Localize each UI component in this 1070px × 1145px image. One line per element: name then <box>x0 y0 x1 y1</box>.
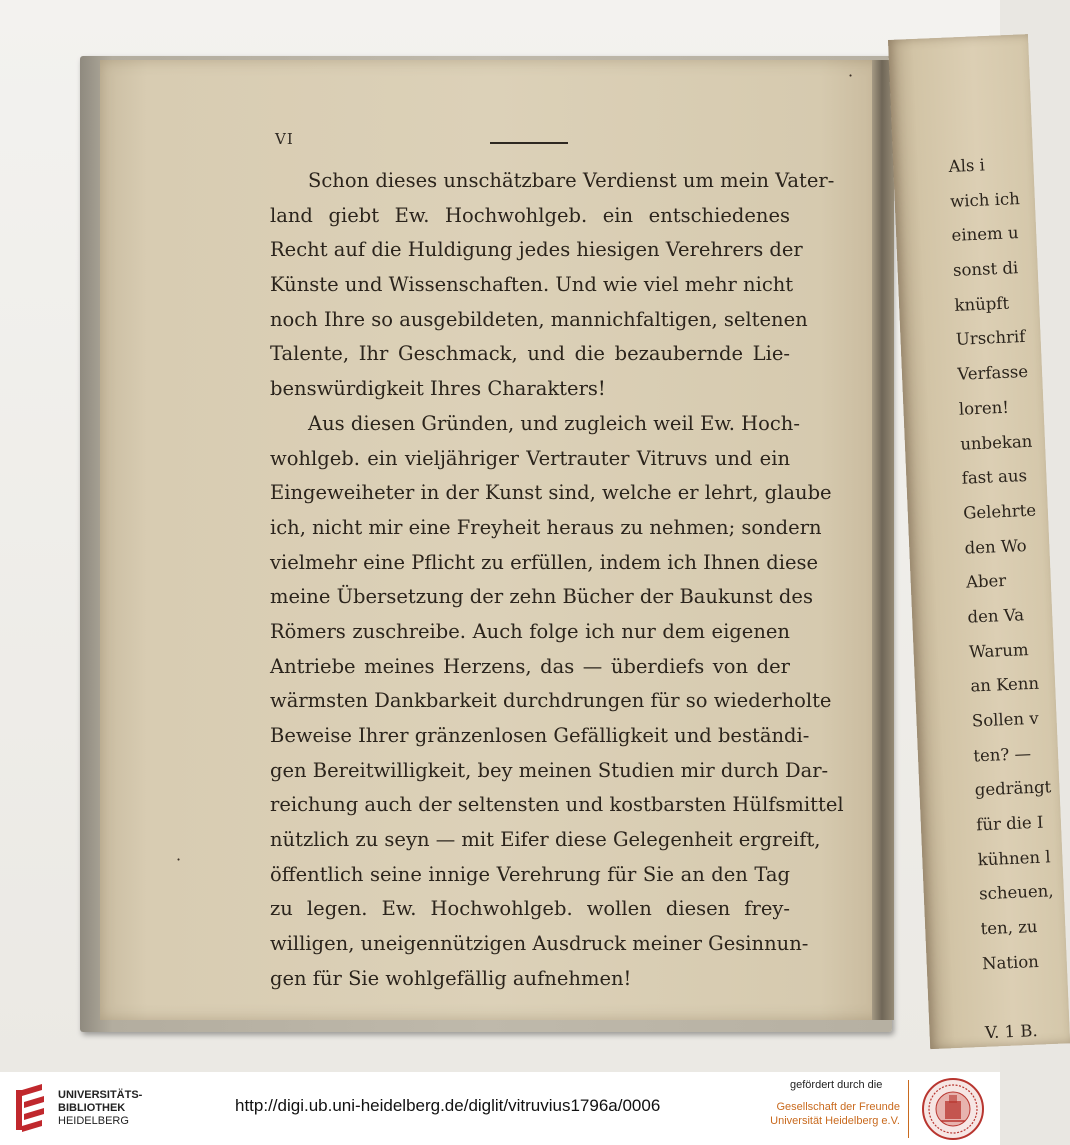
text-line: reichung auch der seltensten und kostbarsten Hülfsmittel <box>270 793 844 817</box>
text-fragment: Urschrif <box>955 327 1026 350</box>
paper-speck: · <box>848 66 854 85</box>
text-line: Eingeweiheter in der Kunst sind, welche er lehrt, glaube <box>270 481 832 505</box>
text-line: willigen, uneigennützigen Ausdruck meiner Gesinnun- <box>270 932 809 956</box>
text-line: benswürdigkeit Ihres Charakters! <box>270 377 606 401</box>
text-fragment: an Kenn <box>970 673 1040 696</box>
text-line: Schon dieses unschätzbare Verdienst um mein Vater- <box>308 169 835 192</box>
text-line: land giebt Ew. Hochwohlgeb. ein entschiedenes <box>270 203 790 227</box>
sponsor-label: gefördert durch die <box>790 1079 883 1091</box>
header-rule <box>490 142 568 144</box>
text-line: Künste und Wissenschaften. Und wie viel mehr nicht <box>270 273 794 297</box>
library-name-line: BIBLIOTHEK <box>58 1102 126 1114</box>
text-line: gen Bereitwilligkeit, bey meinen Studien mir durch Dar- <box>270 758 829 782</box>
text-fragment: unbekan <box>959 431 1033 454</box>
text-line: Römers zuschreibe. Auch folge ich nur dem eigenen <box>270 619 790 643</box>
sponsor-name-line: Universität Heidelberg e.V. <box>770 1115 900 1127</box>
library-logo-icon[interactable] <box>12 1082 50 1136</box>
text-fragment: kühnen l <box>977 847 1051 870</box>
text-fragment: fast aus <box>961 466 1028 488</box>
permalink-url[interactable]: http://digi.ub.uni-heidelberg.de/diglit/vitruvius1796a/0006 <box>235 1096 661 1115</box>
text-line: noch Ihre so ausgebildeten, mannichfaltigen, seltenen <box>270 307 808 331</box>
text-fragment: Gelehrte <box>962 500 1037 523</box>
library-name <box>58 1089 142 1128</box>
text-line: wohlgeb. ein vieljähriger Vertrauter Vitruvs und ein <box>270 446 790 470</box>
text-fragment: sonst di <box>952 258 1019 280</box>
library-name-line: HEIDELBERG <box>58 1115 129 1127</box>
text-fragment: scheuen, <box>978 881 1054 904</box>
signature-mark: V. 1 B. <box>984 1021 1038 1043</box>
text-fragment: den Va <box>967 605 1025 627</box>
text-line: ich, nicht mir eine Freyheit heraus zu nehmen; sondern <box>270 515 822 539</box>
text-fragment: für die I <box>975 812 1044 835</box>
text-line: Beweise Ihrer gränzenlosen Gefälligkeit und beständi- <box>270 724 810 747</box>
paper-speck: · <box>176 850 182 869</box>
text-fragment: ten? — <box>972 743 1032 766</box>
text-line: Talente, Ihr Geschmack, und die bezaubernde Lie- <box>270 342 790 366</box>
text-fragment: Nation <box>981 951 1040 974</box>
text-fragment <box>983 979 1044 1016</box>
dedication-text <box>270 164 844 997</box>
text-fragment: Sollen v <box>971 708 1040 731</box>
book-gutter <box>872 60 894 1020</box>
university-seal-icon[interactable] <box>921 1077 985 1141</box>
viewer-footer <box>0 1072 1000 1145</box>
text-fragment: ten, zu <box>980 917 1038 939</box>
text-line: nützlich zu seyn — mit Eifer diese Gelegenheit ergreift, <box>270 828 821 852</box>
text-line: zu legen. Ew. Hochwohlgeb. wollen diesen frey- <box>270 897 790 921</box>
sponsor-name-line: Gesellschaft der Freunde <box>776 1101 900 1113</box>
text-line: Antriebe meines Herzens, das — überdiefs von der <box>270 654 790 678</box>
text-fragment: Verfasse <box>957 361 1029 384</box>
text-fragment: loren! <box>958 397 1010 419</box>
footer-divider <box>908 1080 909 1138</box>
text-line: gen für Sie wohlgefällig aufnehmen! <box>270 966 632 990</box>
page-number: VI <box>275 130 294 148</box>
text-line: öffentlich seine innige Verehrung für Sie an den Tag <box>270 862 790 886</box>
library-name-line: UNIVERSITÄTS- <box>58 1089 143 1101</box>
text-fragment: knüpft <box>954 293 1010 315</box>
text-fragment: den Wo <box>964 535 1027 558</box>
text-line: Recht auf die Huldigung jedes hiesigen Verehrers der <box>270 238 803 262</box>
text-fragment: Aber <box>965 571 1007 592</box>
text-line: wärmsten Dankbarkeit durchdrungen für so wiederholte <box>270 689 832 713</box>
text-line: meine Übersetzung der zehn Bücher der Baukunst des <box>270 585 813 609</box>
text-fragment: einem u <box>951 223 1019 246</box>
text-line: vielmehr eine Pflicht zu erfüllen, indem ich Ihnen diese <box>270 550 819 574</box>
text-fragment: Warum <box>968 639 1029 662</box>
text-fragment: Als i <box>948 155 986 176</box>
text-fragment: gedrängt <box>974 777 1052 800</box>
text-line: Aus diesen Gründen, und zugleich weil Ew. Hoch- <box>308 411 800 435</box>
sponsor-name[interactable] <box>760 1100 900 1128</box>
text-fragment: wich ich <box>949 188 1021 211</box>
